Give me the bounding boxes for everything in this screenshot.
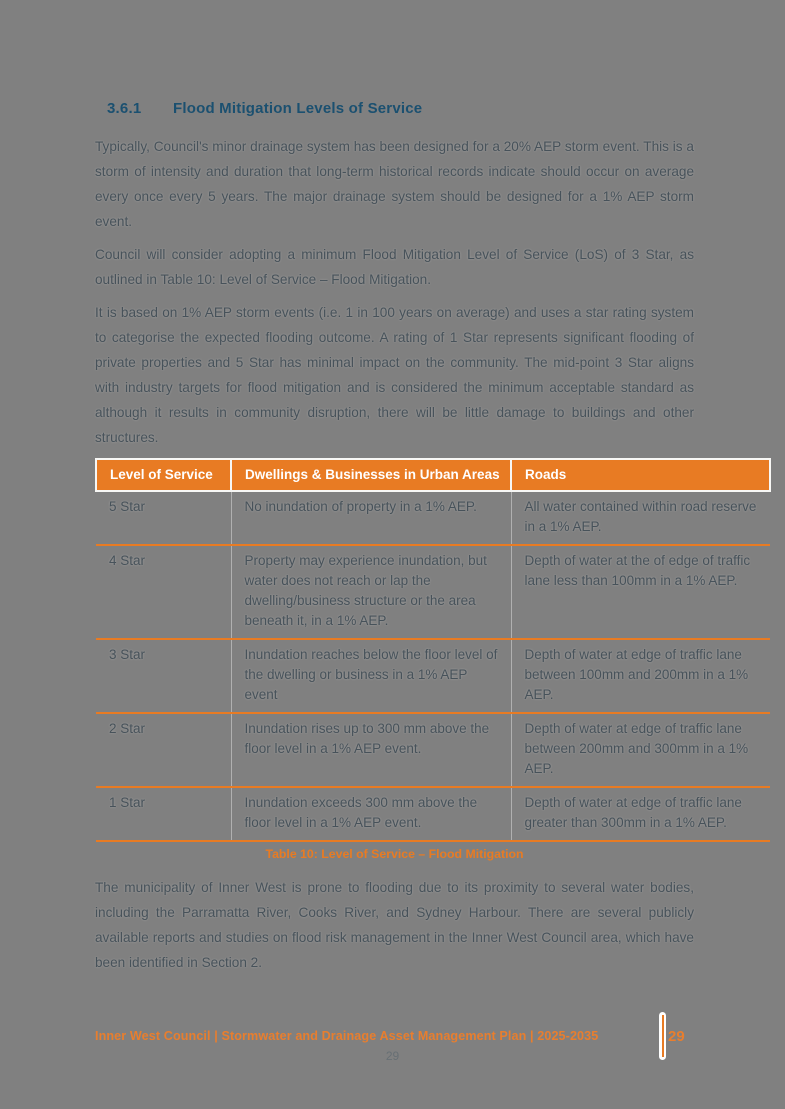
paragraph-star-rating-system: It is based on 1% AEP storm events (i.e. 1 in 100 years on average) and uses a star rating system to categorise the expected flooding outcome. A rating of 1 Star represents significant flooding of private properties and 5 Star has minimal impact on the community. The mid-point 3 Star aligns with industry targets for flood mitigation and is considered the minimum acceptable standard as although it results in community disruption, there will be little damage to buildings and other structures. — [95, 305, 694, 445]
cell-dwellings: Inundation reaches below the floor level of the dwelling or business in a 1% AEP event — [231, 639, 511, 713]
cell-star-rating: 4 Star — [96, 545, 231, 639]
level-of-service-table — [95, 458, 771, 842]
table-row-2-star — [96, 713, 770, 787]
header-dwellings-businesses: Dwellings & Businesses in Urban Areas — [231, 459, 511, 491]
cell-roads: Depth of water at edge of traffic lane between 100mm and 200mm in a 1% AEP. — [511, 639, 770, 713]
table-row-3-star — [96, 639, 770, 713]
page-badge-number: 29 — [668, 1027, 685, 1045]
header-level-of-service: Level of Service — [96, 459, 231, 491]
paragraph-municipality-flooding: The municipality of Inner West is prone to flooding due to its proximity to several water bodies, including the Parramatta River, Cooks River, and Sydney Harbour. There are several publicly available reports and studies on flood risk management in the Inner West Council area, which have been identified in Section 2. — [95, 880, 694, 970]
cell-roads: Depth of water at edge of traffic lane greater than 300mm in a 1% AEP. — [511, 787, 770, 841]
cell-roads: Depth of water at the of edge of traffic lane less than 100mm in a 1% AEP. — [511, 545, 770, 639]
section-heading — [107, 100, 694, 118]
cell-roads: All water contained within road reserve in a 1% AEP. — [511, 491, 770, 545]
footer-document-title: Inner West Council | Stormwater and Drainage Asset Management Plan | 2025-2035 — [95, 1029, 599, 1043]
cell-star-rating: 5 Star — [96, 491, 231, 545]
header-roads: Roads — [511, 459, 770, 491]
cell-dwellings: Inundation exceeds 300 mm above the floor level in a 1% AEP event. — [231, 787, 511, 841]
document-page — [95, 100, 757, 983]
cell-star-rating: 2 Star — [96, 713, 231, 787]
page-number: 29 — [385, 1049, 400, 1063]
paragraph-minor-drainage: Typically, Council's minor drainage system has been designed for a 20% AEP storm event. This is a storm of intensity and duration that long-term historical records indicate should occur on average every once every 5 years. The major drainage system should be designed for a 1% AEP storm event. — [95, 139, 694, 229]
cell-dwellings: Property may experience inundation, but water does not reach or lap the dwelling/business structure or the area beneath it, in a 1% AEP. — [231, 545, 511, 639]
cell-roads: Depth of water at edge of traffic lane between 200mm and 300mm in a 1% AEP. — [511, 713, 770, 787]
cell-star-rating: 1 Star — [96, 787, 231, 841]
table-row-1-star — [96, 787, 770, 841]
table-header-row — [96, 459, 770, 491]
table-row-4-star — [96, 545, 770, 639]
cell-dwellings: No inundation of property in a 1% AEP. — [231, 491, 511, 545]
section-number: 3.6.1 — [107, 100, 142, 117]
cell-star-rating: 3 Star — [96, 639, 231, 713]
section-title: Flood Mitigation Levels of Service — [173, 100, 423, 117]
table-row-5-star — [96, 491, 770, 545]
table-caption: Table 10: Level of Service – Flood Mitigation — [265, 847, 524, 861]
cell-dwellings: Inundation rises up to 300 mm above the floor level in a 1% AEP event. — [231, 713, 511, 787]
paragraph-council-adopt-los: Council will consider adopting a minimum Flood Mitigation Level of Service (LoS) of 3 Star, as outlined in Table 10: Level of Service – Flood Mitigation. — [95, 247, 694, 287]
